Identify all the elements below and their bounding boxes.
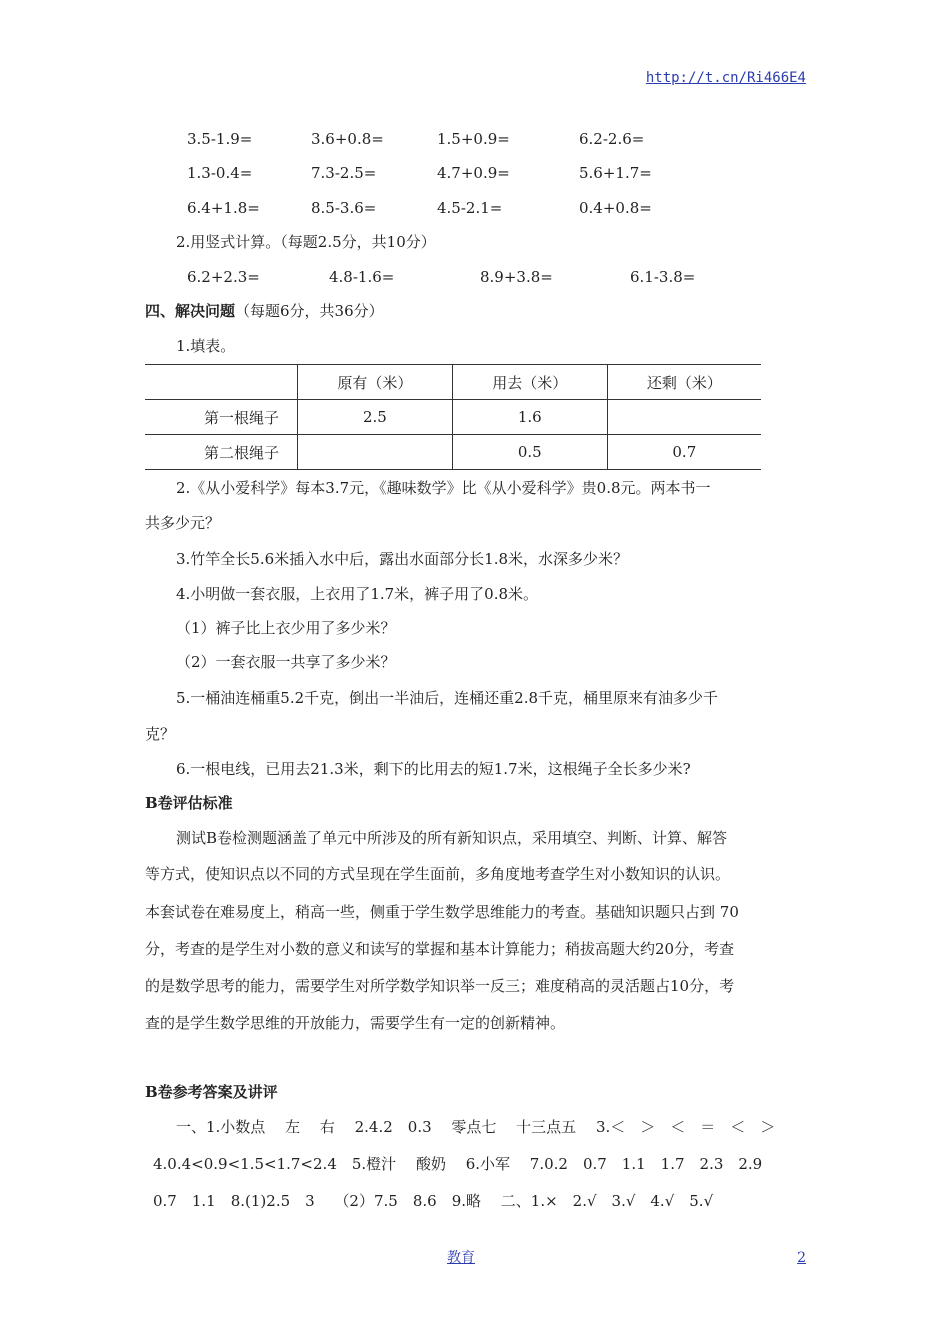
question-1: 1.填表。 bbox=[176, 337, 236, 355]
evaluation-line: 查的是学生数学思维的开放能力，需要学生有一定的创新精神。 bbox=[145, 1014, 566, 1032]
oral-calc-item: 6.2-2.6= bbox=[579, 130, 645, 148]
question-6: 6.一根电线，已用去21.3米，剩下的比用去的短1.7米，这根绳子全长多少米? bbox=[176, 760, 691, 778]
table-header-row bbox=[145, 365, 761, 400]
table-cell: 2.5 bbox=[298, 400, 453, 435]
evaluation-line: 的是数学思考的能力，需要学生对所学数学知识举一反三；难度稍高的灵活题占10分，考 bbox=[145, 977, 735, 995]
section4-heading bbox=[145, 300, 384, 322]
table-cell: 第二根绳子 bbox=[145, 435, 298, 470]
question-5-line2: 克？ bbox=[145, 725, 176, 743]
table-cell bbox=[298, 435, 453, 470]
vertical-calc-heading: 2.用竖式计算。（每题2.5分，共10分） bbox=[176, 233, 436, 251]
evaluation-title: B卷评估标准 bbox=[145, 794, 233, 812]
oral-calc-item: 8.5-3.6= bbox=[311, 199, 377, 217]
table-cell bbox=[145, 365, 298, 400]
oral-calc-item: 4.7+0.9= bbox=[437, 164, 510, 182]
question-2-line2: 共多少元？ bbox=[145, 514, 221, 532]
table-cell bbox=[607, 400, 761, 435]
oral-calc-item: 3.6+0.8= bbox=[311, 130, 384, 148]
page-number: 2 bbox=[797, 1250, 806, 1266]
oral-calc-item: 6.4+1.8= bbox=[187, 199, 260, 217]
table-header-cell: 原有（米） bbox=[298, 365, 453, 400]
question-2-line1: 2.《从小爱科学》每本3.7元，《趣味数学》比《从小爱科学》贵0.8元。两本书一 bbox=[176, 479, 711, 497]
oral-calc-item: 3.5-1.9= bbox=[187, 130, 253, 148]
table-cell: 1.6 bbox=[452, 400, 607, 435]
table-cell: 0.7 bbox=[607, 435, 761, 470]
evaluation-line: 本套试卷在难易度上，稍高一些，侧重于学生数学思维能力的考查。基础知识题只占到 70 bbox=[145, 903, 739, 921]
oral-calc-item: 1.3-0.4= bbox=[187, 164, 253, 182]
evaluation-line: 分，考查的是学生对小数的意义和读写的掌握和基本计算能力；稍拔高题大约20分，考查 bbox=[145, 940, 735, 958]
question-4-part2: （2）一套衣服一共享了多少米？ bbox=[176, 653, 396, 671]
section4-score: （每题6分，共36分） bbox=[235, 302, 384, 320]
section4-title: 四、解决问题 bbox=[145, 302, 236, 320]
evaluation-line: 等方式，使知识点以不同的方式呈现在学生面前，多角度地考查学生对小数知识的认识。 bbox=[145, 865, 731, 883]
answers-title: B卷参考答案及讲评 bbox=[145, 1083, 278, 1101]
question-3: 3.竹竿全长5.6米插入水中后，露出水面部分长1.8米，水深多少米？ bbox=[176, 550, 629, 568]
oral-calc-item: 0.4+0.8= bbox=[579, 199, 652, 217]
oral-calc-item: 1.5+0.9= bbox=[437, 130, 510, 148]
vertical-calc-item: 8.9+3.8= bbox=[480, 268, 553, 286]
oral-calc-item: 7.3-2.5= bbox=[311, 164, 377, 182]
table-cell: 0.5 bbox=[452, 435, 607, 470]
table-row bbox=[145, 435, 761, 470]
table-row bbox=[145, 400, 761, 435]
oral-calc-item: 5.6+1.7= bbox=[579, 164, 652, 182]
answers-line: 4.0.4<0.9<1.5<1.7<2.4 5.橙汁 酸奶 6.小军 7.0.2 0.7 1.1 1.7 2.3 2.9 bbox=[153, 1155, 763, 1173]
table-cell: 第一根绳子 bbox=[145, 400, 298, 435]
header-url-link[interactable]: http://t.cn/Ri466E4 bbox=[645, 70, 806, 86]
answers-line: 一、1.小数点 左 右 2.4.2 0.3 零点七 十三点五 3.＜ ＞ ＜ ＝ ＜ ＞ bbox=[176, 1118, 776, 1136]
oral-calc-item: 4.5-2.1= bbox=[437, 199, 503, 217]
footer-link[interactable]: 教育 bbox=[447, 1250, 475, 1266]
evaluation-line: 测试B卷检测题涵盖了单元中所涉及的所有新知识点，采用填空、判断、计算、解答 bbox=[176, 829, 728, 847]
question-4: 4.小明做一套衣服，上衣用了1.7米，裤子用了0.8米。 bbox=[176, 585, 539, 603]
question-4-part1: （1）裤子比上衣少用了多少米？ bbox=[176, 619, 396, 637]
question-5-line1: 5.一桶油连桶重5.2千克，倒出一半油后，连桶还重2.8千克，桶里原来有油多少千 bbox=[176, 689, 719, 707]
table-header-cell: 用去（米） bbox=[452, 365, 607, 400]
vertical-calc-item: 6.1-3.8= bbox=[630, 268, 696, 286]
vertical-calc-item: 4.8-1.6= bbox=[329, 268, 395, 286]
fill-table bbox=[145, 364, 761, 470]
table-header-cell: 还剩（米） bbox=[607, 365, 761, 400]
answers-line: 0.7 1.1 8.(1)2.5 3 （2）7.5 8.6 9.略 二、1.× 2.√ 3.√ 4.√ 5.√ bbox=[153, 1192, 714, 1210]
vertical-calc-item: 6.2+2.3= bbox=[187, 268, 260, 286]
